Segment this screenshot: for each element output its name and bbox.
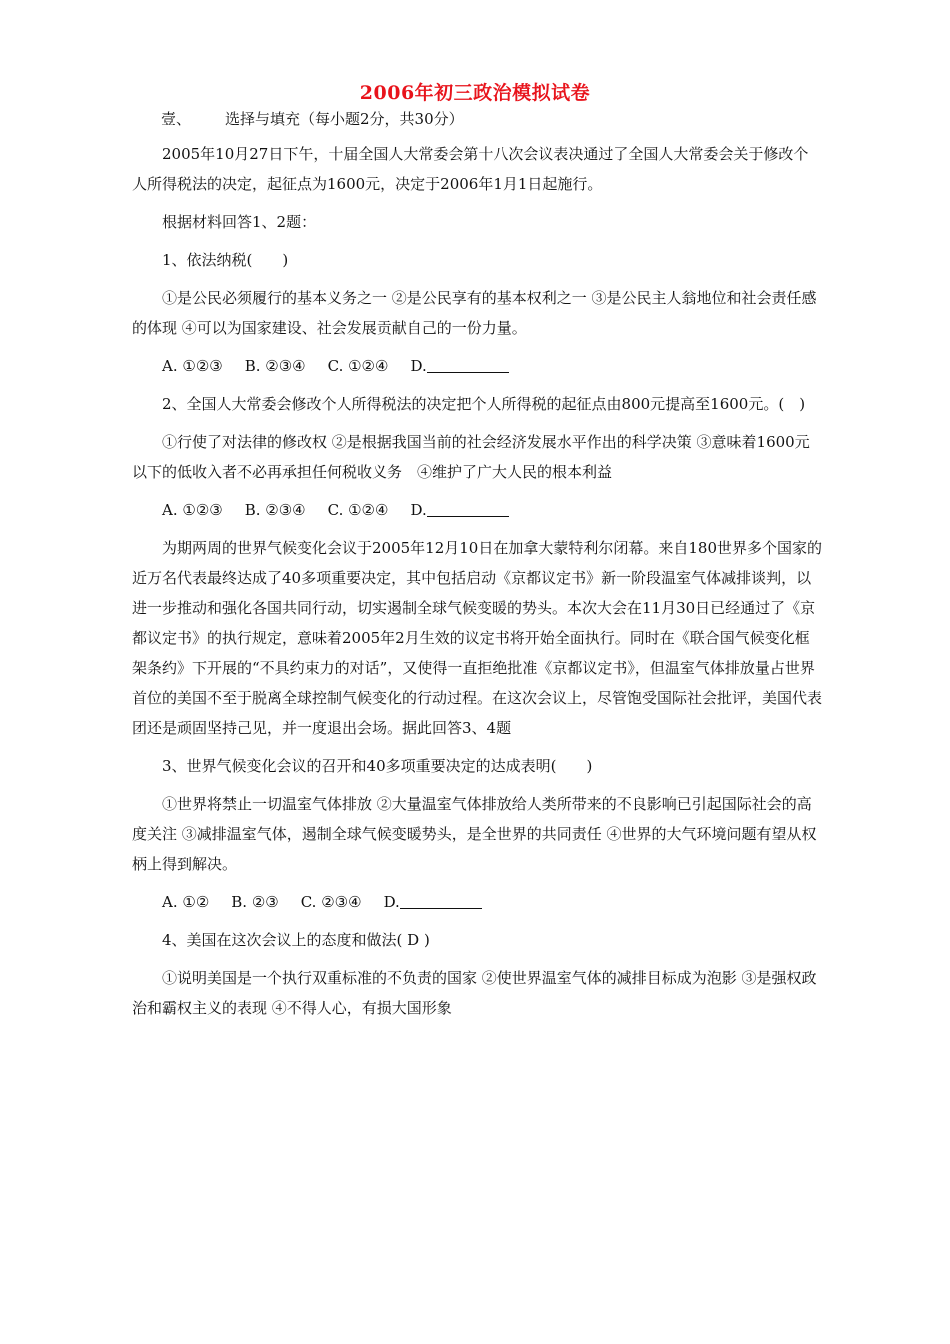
question-3-statements: ①世界将禁止一切温室气体排放 ②大量温室气体排放给人类所带来的不良影响已引起国际社会的高度关注 ③减排温室气体，遏制全球气候变暖势头，是全世界的共同责任 ④世界的大气环境问题有望从权柄上得到解决。 — [132, 795, 817, 873]
document-body — [132, 139, 822, 1023]
document-title: 2006年初三政治模拟试卷 — [359, 82, 591, 104]
question-1: 1、依法纳税( ) — [162, 251, 289, 269]
material-paragraph-1: 2005年10月27日下午，十届全国人大常委会第十八次会议表决通过了全国人大常委会关于修改个人所得税法的决定，起征点为1600元，决定于2006年1月1日起施行。 — [132, 145, 809, 193]
answer-blank — [427, 357, 509, 373]
question-2: 2、全国人大常委会修改个人所得税法的决定把个人所得税的起征点由800元提高至1600元。( ) — [162, 395, 806, 413]
option-d: D. — [410, 357, 427, 375]
option-b: B. ②③④ — [244, 501, 306, 519]
answer-blank — [400, 893, 482, 909]
option-a: A. ①②③ — [162, 357, 223, 375]
option-b: B. ②③ — [231, 893, 279, 911]
option-c: C. ①②④ — [327, 501, 389, 519]
instruction-1-2: 根据材料回答1、2题： — [162, 213, 317, 231]
option-a: A. ①②③ — [162, 501, 223, 519]
section-text: 选择与填充（每小题2分，共30分） — [225, 110, 464, 128]
answer-blank — [427, 501, 509, 517]
question-1-options — [132, 351, 822, 381]
option-b: B. ②③④ — [244, 357, 306, 375]
option-c: C. ②③④ — [300, 893, 362, 911]
question-2-options — [132, 495, 822, 525]
option-d: D. — [410, 501, 427, 519]
question-4: 4、美国在这次会议上的态度和做法( D ) — [162, 931, 430, 949]
section-heading — [161, 108, 464, 129]
option-c: C. ①②④ — [327, 357, 389, 375]
option-d: D. — [383, 893, 400, 911]
question-3: 3、世界气候变化会议的召开和40多项重要决定的达成表明( ) — [162, 757, 593, 775]
material-paragraph-2: 为期两周的世界气候变化会议于2005年12月10日在加拿大蒙特利尔闭幕。来自180世界多个国家的近万名代表最终达成了40多项重要决定，其中包括启动《京都议定书》新一阶段温室气体减排谈判，以进一步推动和强化各国共同行动，切实遏制全球气候变暖的势头。本次大会在11月30日已经通过了《京都议定书》的执行规定，意味着2005年2月生效的议定书将开始全面执行。同时在《联合国气候变化框架条约》下开展的“不具约束力的对话”，又使得一直拒绝批准《京都议定书》，但温室气体排放量占世界首位的美国不至于脱离全球控制气候变化的行动过程。在这次会议上，尽管饱受国际社会批评，美国代表团还是顽固坚持己见，并一度退出会场。据此回答3、4题 — [132, 539, 823, 737]
question-1-statements: ①是公民必须履行的基本义务之一 ②是公民享有的基本权利之一 ③是公民主人翁地位和社会责任感的体现 ④可以为国家建设、社会发展贡献自己的一份力量。 — [132, 289, 817, 337]
question-2-statements: ①行使了对法律的修改权 ②是根据我国当前的社会经济发展水平作出的科学决策 ③意味着1600元以下的低收入者不必再承担任何税收义务 ④维护了广大人民的根本利益 — [132, 433, 810, 481]
section-number: 壹、 — [161, 110, 192, 128]
question-4-statements: ①说明美国是一个执行双重标准的不负责的国家 ②使世界温室气体的减排目标成为泡影 ③是强权政治和霸权主义的表现 ④不得人心，有损大国形象 — [132, 969, 817, 1017]
question-3-options — [132, 887, 822, 917]
option-a: A. ①② — [162, 893, 210, 911]
